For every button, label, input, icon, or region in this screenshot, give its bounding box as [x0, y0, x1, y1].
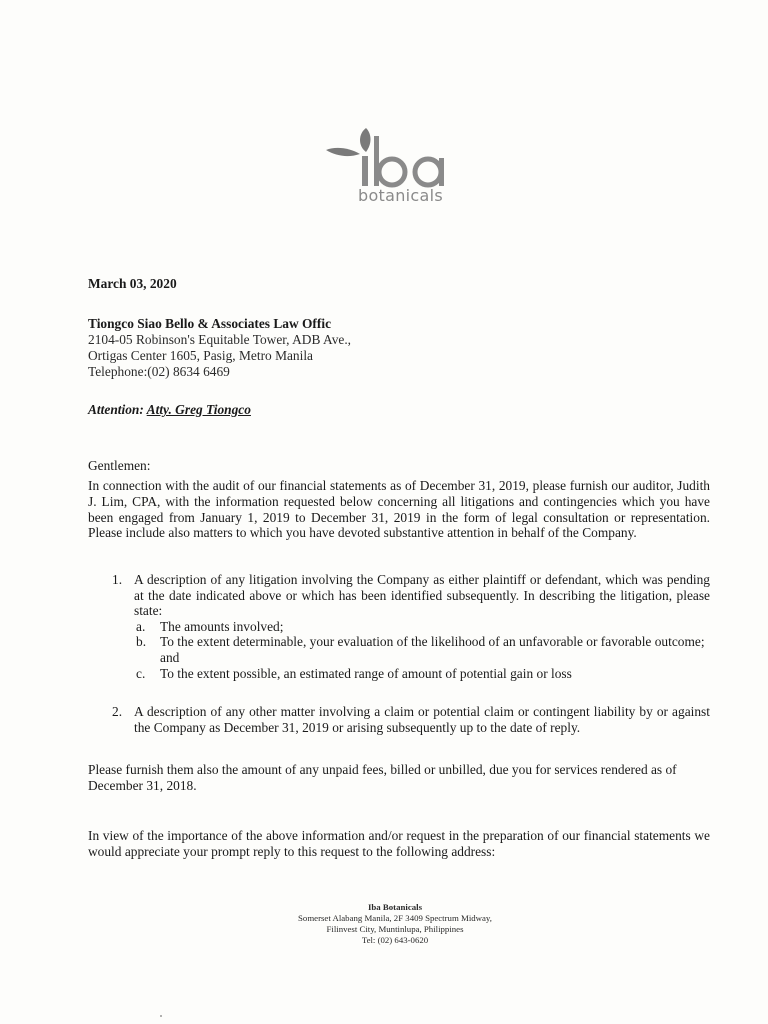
recipient-firm: Tiongco Siao Bello & Associates Law Offic [88, 316, 332, 331]
sub-list-text: To the extent determinable, your evaluation of the likelihood of an unfavorable or favorable outcome; and [160, 634, 705, 665]
reply-request-paragraph: In view of the importance of the above information and/or request in the preparation of our financial statements we would appreciate your prompt reply to this request to the following address: [88, 828, 710, 859]
sub-list-item [136, 634, 710, 665]
recipient-address-line1: 2104-05 Robinson's Equitable Tower, ADB Ave., [88, 332, 352, 347]
list-item-text: A description of any other matter involving a claim or potential claim or contingent liability by or against the Company as December 31, 2019 or arising subsequently up to the date of reply. [134, 704, 710, 735]
list-item [112, 704, 710, 735]
recipient-telephone: Telephone:(02) 8634 6469 [88, 364, 230, 379]
sub-list [136, 619, 710, 681]
return-address [250, 902, 540, 946]
list-number: 2. [112, 704, 123, 719]
attention-line [88, 402, 710, 418]
scan-speck [160, 1015, 162, 1017]
letter-date: March 03, 2020 [88, 276, 177, 291]
list-number: 1. [112, 572, 123, 587]
list-item-text: A description of any litigation involving the Company as either plaintiff or defendant, which was pending at the date indicated above or which has been identified subsequently. In describing the litigation, please state: [134, 572, 710, 619]
logo-tagline: botanicals [358, 186, 443, 205]
sub-list-item [136, 619, 710, 635]
sub-list-letter: a. [136, 618, 146, 634]
sub-list-letter: b. [136, 634, 147, 650]
sub-list-letter: c. [136, 665, 146, 681]
sub-list-item [136, 666, 710, 682]
fees-paragraph: Please furnish them also the amount of any unpaid fees, billed or unbilled, due you for services rendered as of December 31, 2018. [88, 762, 677, 793]
request-list-item-2 [112, 704, 710, 735]
recipient-address-line2: Ortigas Center 1605, Pasig, Metro Manila [88, 348, 313, 363]
attention-name: Atty. Greg Tiongco [146, 402, 251, 417]
return-address-line2: Filinvest City, Muntinlupa, Philippines [326, 924, 464, 934]
attention-label: Attention: [88, 402, 144, 417]
sub-list-text: To the extent possible, an estimated range of amount of potential gain or loss [160, 665, 572, 681]
salutation: Gentlemen: [88, 458, 151, 473]
return-telephone: Tel: (02) 643-0620 [361, 935, 429, 945]
sub-list-text: The amounts involved; [160, 618, 284, 634]
return-company: Iba Botanicals [367, 902, 422, 912]
request-list-item-1 [112, 572, 710, 681]
leaf-logo-icon [322, 120, 462, 190]
company-logo [322, 120, 462, 210]
intro-paragraph: In connection with the audit of our financial statements as of December 31, 2019, please furnish our auditor, Judith J. Lim, CPA, with the information requested below concerning all litigations and contingencies which you have been engaged from January 1, 2019 to December 31, 2019 in the form of legal consultation or representation. Please include also matters to which you have devoted substantive attention in behalf of the Company. [88, 478, 710, 541]
list-item [112, 572, 710, 619]
recipient-address [88, 316, 710, 380]
return-address-line1: Somerset Alabang Manila, 2F 3409 Spectrum Midway, [298, 913, 492, 923]
